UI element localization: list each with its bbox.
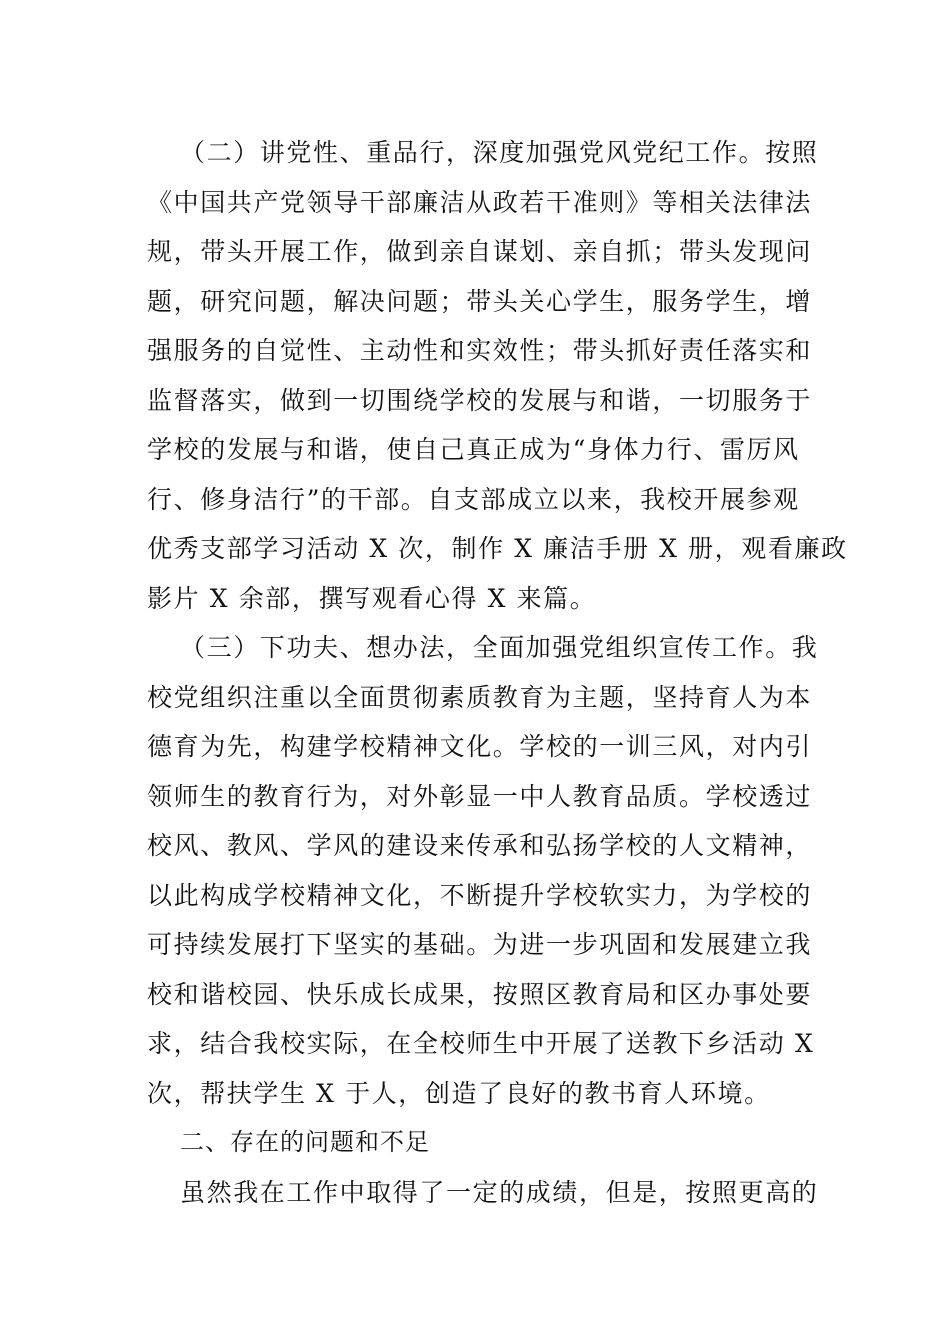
paragraph-line: 规，带头开展工作，做到亲自谋划、亲自抓；带头发现问 bbox=[147, 237, 813, 266]
paragraph-party-discipline bbox=[147, 128, 848, 623]
paragraph-line: 求，结合我校实际，在全校师生中开展了送教下乡活动 X bbox=[147, 1029, 815, 1058]
paragraph-line: 优秀支部学习活动 X 次，制作 X 廉洁手册 X 册，观看廉政 bbox=[147, 534, 848, 563]
paragraph-line: 校党组织注重以全面贯彻素质教育为主题，坚持育人为本 bbox=[147, 682, 813, 712]
paragraph-line: 题，研究问题，解决问题；带头关心学生，服务学生，增 bbox=[147, 286, 813, 316]
paragraph-line: 《中国共产党领导干部廉洁从政若干准则》等相关法律法 bbox=[147, 187, 813, 217]
paragraph-line: 监督落实，做到一切围绕学校的发展与和谐，一切服务于 bbox=[147, 385, 813, 415]
paragraph-line: 校和谐校园、快乐成长成果，按照区教育局和区办事处要 bbox=[147, 979, 813, 1009]
paragraph-party-publicity bbox=[147, 623, 819, 1118]
paragraph-line: 行、修身洁行”的干部。自支部成立以来，我校开展参观 bbox=[147, 484, 800, 514]
document-body bbox=[147, 128, 848, 1217]
paragraph-line: 次，帮扶学生 X 于人，创造了良好的教书育人环境。 bbox=[147, 1078, 771, 1108]
paragraph-line: 虽然我在工作中取得了一定的成绩，但是，按照更高的 bbox=[180, 1177, 819, 1207]
paragraph-line: 可持续发展打下坚实的基础。为进一步巩固和发展建立我 bbox=[147, 930, 813, 959]
paragraph-line: （三）下功夫、想办法，全面加强党组织宣传工作。我 bbox=[180, 633, 819, 662]
paragraph-line: 强服务的自觉性、主动性和实效性；带头抓好责任落实和 bbox=[147, 336, 813, 365]
paragraph-line: （二）讲党性、重品行，深度加强党风党纪工作。按照 bbox=[180, 138, 819, 167]
paragraph-shortcomings bbox=[147, 1168, 819, 1218]
paragraph-line: 德育为先，构建学校精神文化。学校的一训三风，对内引 bbox=[147, 732, 813, 761]
paragraph-line: 影片 X 余部，撰写观看心得 X 来篇。 bbox=[147, 583, 597, 613]
paragraph-line: 校风、教风、学风的建设来传承和弘扬学校的人文精神， bbox=[147, 831, 813, 860]
section-heading: 二、存在的问题和不足 bbox=[180, 1128, 430, 1156]
paragraph-line: 领师生的教育行为，对外彰显一中人教育品质。学校透过 bbox=[147, 781, 813, 811]
paragraph-line: 以此构成学校精神文化，不断提升学校软实力，为学校的 bbox=[147, 880, 813, 910]
paragraph-line: 学校的发展与和谐，使自己真正成为“身体力行、雷厉风 bbox=[147, 435, 800, 464]
